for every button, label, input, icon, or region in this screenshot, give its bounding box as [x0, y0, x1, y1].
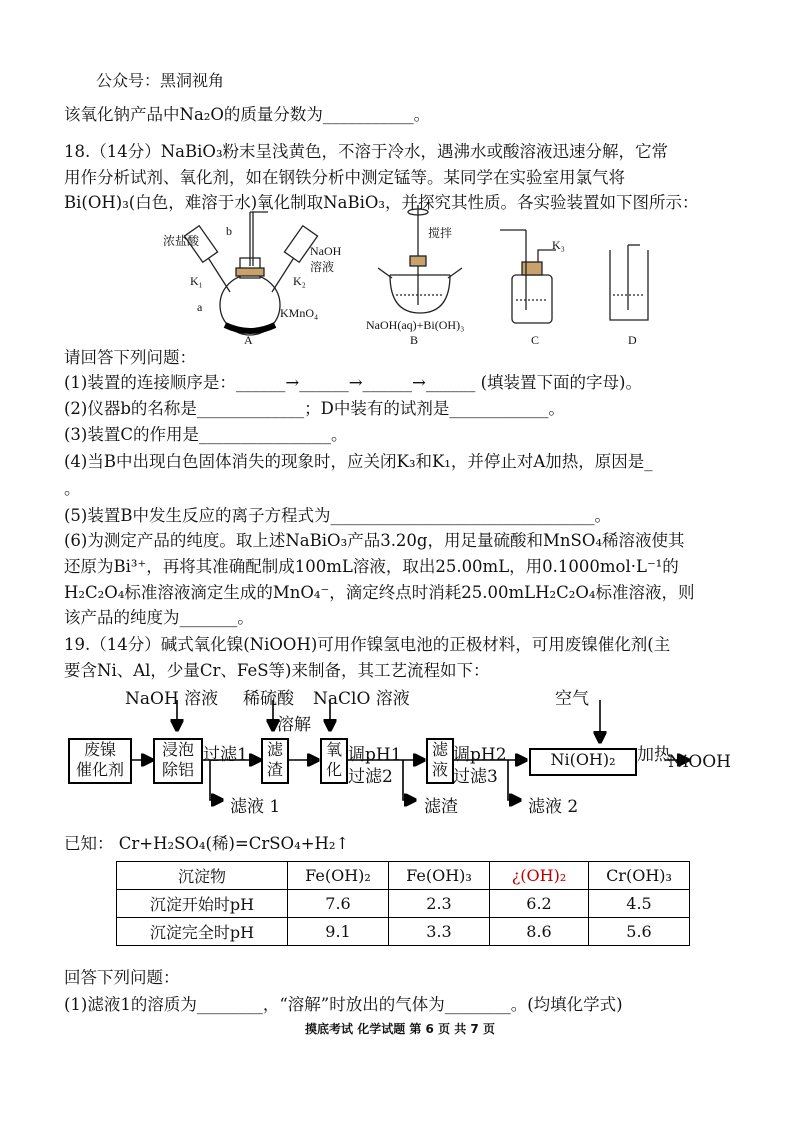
step-ph2: 调pH2: [453, 745, 507, 765]
label-k3: K₃: [552, 238, 565, 252]
cell: 9.1: [288, 918, 389, 946]
question-18: 18.（14分）NaBiO₃粉末呈浅黄色，不溶于冷水，遇沸水或酸溶液迅速分解，它常: [64, 142, 669, 161]
caption-d: D: [628, 333, 637, 347]
input-naoh: NaOH 溶液: [125, 689, 219, 709]
text-line: 该氧化钠产品中Na₂O的质量分数为___________。: [64, 105, 431, 124]
cell: 8.6: [490, 918, 589, 946]
cell: 7.6: [288, 890, 389, 918]
step-heat: 加热: [637, 745, 671, 765]
cell: 5.6: [589, 918, 690, 946]
question-part: (4)当B中出现白色固体消失的现象时，应关闭K₃和K₁，并停止对A加热，原因是_: [64, 452, 653, 471]
label-kmno4: KMnO₄: [280, 306, 319, 320]
box-soak: 浸泡 除铝: [153, 738, 203, 784]
text-line: 该产品的纯度为_______。: [64, 608, 254, 627]
label-stir: 搅拌: [428, 226, 453, 240]
question-19: 19.（14分）碱式氧化镍(NiOOH)可用作镍氢电池的正极材料，可用废镍催化剂(主: [64, 635, 671, 654]
label-hcl: 浓盐酸: [163, 234, 200, 248]
text-line: H₂C₂O₄标准溶液滴定生成的MnO₄⁻，滴定终点时消耗25.00mLH₂C₂O₄标准溶液，则: [64, 583, 695, 602]
text-line: 。: [64, 479, 81, 498]
input-h2so4: 稀硫酸: [243, 689, 294, 709]
label-naoh: NaOH: [310, 244, 342, 258]
cell: 3.3: [389, 918, 490, 946]
table-header: [117, 862, 690, 890]
text-line: 用作分析试剂、氧化剂，如在钢铁分析中测定锰等。某同学在实验室用氯气将: [64, 168, 625, 187]
step-filter2: 过滤2: [348, 767, 393, 787]
output-filtrate1: 滤液 1: [230, 797, 281, 817]
apparatus-d: [610, 245, 648, 320]
input-air: 空气: [555, 689, 589, 709]
product-niooh: NiOOH: [668, 752, 732, 772]
question-part: (5)装置B中发生反应的离子方程式为________________________________。: [64, 506, 611, 525]
th: ¿(OH)₂: [490, 862, 589, 890]
text-line: 请回答下列问题：: [64, 348, 196, 367]
page-footer: 摸底考试 化学试题 第 6 页 共 7 页: [305, 1022, 495, 1036]
step-ph1: 调pH1: [348, 745, 402, 765]
box-waste-catalyst: 废镍 催化剂: [68, 738, 132, 784]
apparatus-c: [500, 230, 556, 323]
th: Fe(OH)₂: [288, 862, 389, 890]
th: 沉淀物: [117, 862, 288, 890]
input-naclo: NaClO 溶液: [313, 689, 410, 709]
label-solution: 溶液: [310, 260, 335, 274]
text-line: Bi(OH)₃(白色，难溶于水)氧化制取NaBiO₃，并探究其性质。各实验装置如下图所示：: [64, 193, 699, 212]
caption-c: C: [531, 333, 540, 347]
known-equation: 已知： Cr+H₂SO₄(稀)=CrSO₄+H₂↑: [64, 834, 350, 853]
label-b: b: [226, 224, 232, 238]
caption-b: B: [410, 333, 419, 347]
box-residue: 滤 渣: [261, 738, 289, 784]
cell: 沉淀完全时pH: [117, 918, 288, 946]
label-a-small: a: [197, 300, 203, 314]
question-part: (1)装置的连接顺序是：______→______→______→______ (填装置下面的字母)。: [64, 373, 642, 392]
cell: 沉淀开始时pH: [117, 890, 288, 918]
watermark: 公众号：黑洞视角: [96, 71, 225, 90]
th: Fe(OH)₃: [389, 862, 490, 890]
question-part: (1)滤液1的溶质为________，“溶解”时放出的气体为________。(均填化学式): [64, 995, 623, 1014]
apparatus-b: [378, 205, 462, 313]
label-k1: K₁: [190, 274, 203, 288]
text-line: 还原为Bi³⁺，再将其准确配制成100mL溶液，取出25.00mL，用0.1000mol·L⁻¹的: [64, 557, 679, 576]
output-filtrate2: 滤液 2: [528, 797, 579, 817]
box-oxidize: 氧 化: [320, 738, 348, 784]
label-mix: NaOH(aq)+Bi(OH)₃: [366, 318, 465, 332]
question-part: (6)为测定产品的纯度。取上述NaBiO₃产品3.20g，用足量硫酸和MnSO₄稀溶液使其: [64, 531, 685, 550]
question-part: (3)装置C的作用是________________。: [64, 425, 348, 444]
precipitation-table: [116, 861, 690, 946]
output-residue: 滤渣: [424, 797, 458, 817]
input-dissolve: 溶解: [277, 715, 311, 735]
caption-a: A: [244, 333, 253, 347]
question-part: (2)仪器b的名称是_____________；D中装有的试剂是____________。: [64, 399, 565, 418]
box-filtrate: 滤 液: [426, 738, 454, 784]
box-nioh2: Ni(OH)₂: [529, 748, 637, 776]
text-line: 回答下列问题：: [64, 968, 180, 987]
label-k2: K₂: [293, 274, 306, 288]
cell: 6.2: [490, 890, 589, 918]
step-filter3: 过滤3: [453, 767, 498, 787]
cell: 4.5: [589, 890, 690, 918]
step-filter1: 过滤1: [203, 745, 248, 765]
table-row: [117, 918, 690, 946]
cell: 2.3: [389, 890, 490, 918]
table-row: [117, 890, 690, 918]
th: Cr(OH)₃: [589, 862, 690, 890]
text-line: 要含Ni、Al，少量Cr、FeS等)来制备，其工艺流程如下：: [64, 661, 490, 680]
